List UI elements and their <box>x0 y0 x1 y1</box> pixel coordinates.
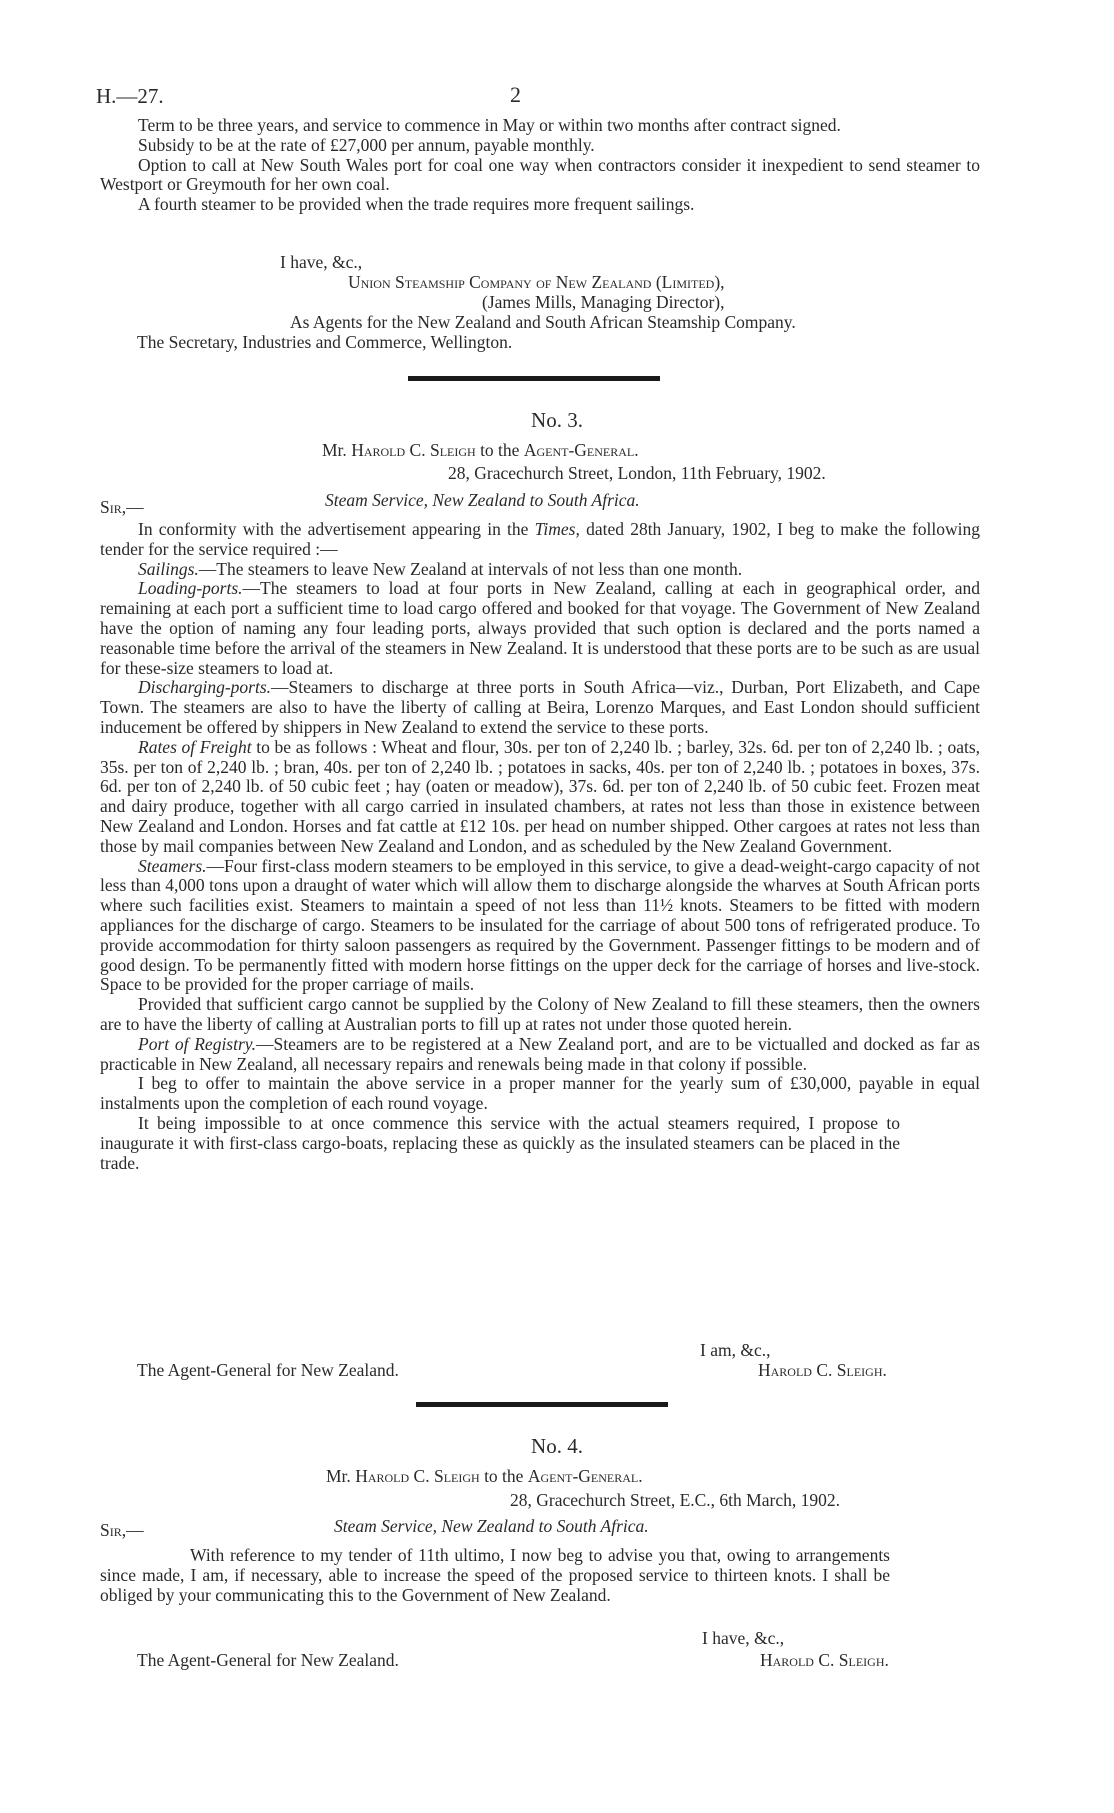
title-mr: Mr. <box>326 1466 351 1486</box>
signatory-person: (James Mills, Managing Director), <box>482 292 725 312</box>
signatory-company: Union Steamship Company of New Zealand (Limited), <box>348 272 725 292</box>
section-divider <box>408 376 660 381</box>
fourth-steamer-paragraph: A fourth steamer to be provided when the trade requires more frequent sailings. <box>138 194 695 215</box>
page-number: 2 <box>510 82 521 107</box>
addressee: The Agent-General for New Zealand. <box>137 1360 399 1380</box>
signature: Harold C. Sleigh. <box>758 1360 887 1380</box>
registry-paragraph: Port of Registry.—Steamers are to be registered at a New Zealand port, and are to be victualled and docked as far as practicable in New Zealand, all necessary repairs and renewals being made in that colony if possible. <box>100 1033 980 1074</box>
sender-address: 28, Gracechurch Street, E.C., 6th March, 1902. <box>510 1490 840 1510</box>
section-divider <box>416 1402 668 1407</box>
provided-paragraph: Provided that sufficient cargo cannot be supplied by the Colony of New Zealand to fill these steamers, then the owners are to have the liberty of calling at Australian ports to fill up at rates not under those quoted herein. <box>100 994 980 1034</box>
closing-phrase: I am, &c., <box>700 1340 771 1360</box>
steamers-paragraph: Steamers.—Four first-class modern steamers to be employed in this service, to give a dead-weight-cargo capacity of not less than 4,000 tons upon a draught of water which will allow them to discharge alongside the wharves at South African ports where such facilities exist. Steamers to maintain a speed of not less than 11½ knots. Steamers to be fitted with modern appliances for the discharge of cargo. Steamers to be insulated for the carriage of about 500 tons of refrigerated produce. To provide accommodation for thirty saloon passengers as required by the Government. Passenger fittings to be modern and of good design. To be permanently fitted with modern horse fittings on the upper deck for the carriage of horses and live-stock. Space to be provided for the proper carriage of mails. <box>100 855 980 995</box>
subsidy-paragraph: Subsidy to be at the rate of £27,000 per annum, payable monthly. <box>138 134 595 155</box>
letter-title <box>322 440 639 461</box>
intro-paragraph: In conformity with the advertisement appearing in the Times, dated 28th January, 1902, I beg to make the following tender for the service required :— <box>100 519 981 559</box>
closing-phrase: I have, &c., <box>280 252 363 272</box>
section-number: No. 3. <box>531 408 583 432</box>
addressee: The Secretary, Industries and Commerce, Wellington. <box>137 332 513 352</box>
signature: Harold C. Sleigh. <box>760 1650 889 1670</box>
addressee: The Agent-General for New Zealand. <box>137 1650 399 1670</box>
rates-paragraph: Rates of Freight to be as follows : Wheat and flour, 30s. per ton of 2,240 lb. ; barley, 32s. 6d. per ton of 2,240 lb. ; oats, 35s. per ton of 2,240 lb. ; bran, 40s. per ton of 2,240 lb. ; potatoes in sacks, 40s. per ton of 2,240 lb. ; potatoes in boxes, 37s. 6d. per ton of 2,240 lb. of 50 cubic feet ; hay (oaten or meadow), 37s. 6d. per ton of 2,240 lb. of 50 cubic feet. Frozen meat and dairy produce, together with all cargo carried in insulated chambers, at rates not less than those in existence between New Zealand and London. Horses and fat cattle at £12 10s. per head on number shipped. Other cargoes at rates not less than those by mail companies between New Zealand and London, and as scheduled by the New Zealand Government. <box>100 736 981 856</box>
sailings-paragraph: Sailings.—The steamers to leave New Zealand at intervals of not less than one month. <box>138 558 743 579</box>
offer-paragraph: I beg to offer to maintain the above service in a proper manner for the yearly sum of £30,000, payable in equal instalments upon the completion of each round voyage. <box>100 1073 980 1114</box>
title-to: to the <box>484 1466 524 1486</box>
title-to: to the <box>480 440 520 460</box>
closing-phrase: I have, &c., <box>702 1628 785 1648</box>
option-paragraph: Option to call at New South Wales port for coal one way when contractors consider it inexpedient to send steamer to Westport or Greymouth for her own coal. <box>100 154 980 195</box>
title-mr: Mr. <box>322 440 347 460</box>
title-sender: Harold C. Sleigh <box>351 440 476 460</box>
document-reference: H.—27. <box>96 84 164 108</box>
discharging-ports-paragraph: Discharging-ports.—Steamers to discharge at three ports in South Africa—viz., Durban, Port Elizabeth, and Cape Town. The steamers are also to have the liberty of calling at Beira, Lorenzo Marques, and East London should sufficient inducement be offered by shippers in New Zealand to extend the service to these ports. <box>100 677 980 737</box>
sender-address: 28, Gracechurch Street, London, 11th February, 1902. <box>448 463 826 483</box>
speed-increase-paragraph: With reference to my tender of 11th ultimo, I now beg to advise you that, owing to arrangements since made, I am, if necessary, able to increase the speed of the proposed service to thirteen knots. I shall be obliged by your communicating this to the Government of New Zealand. <box>100 1545 890 1605</box>
inaugurate-paragraph: It being impossible to at once commence this service with the actual steamers required, I propose to inaugurate it with first-class cargo-boats, replacing these as quickly as the insulated steamers can be placed in the trade. <box>100 1112 900 1173</box>
salutation: Sir,— <box>100 1520 144 1540</box>
loading-ports-paragraph: Loading-ports.—The steamers to load at four ports in New Zealand, calling at each in geographical order, and remaining at each port a sufficient time to load cargo offered and booked for that voyage. The Government of New Zealand have the option of naming any four leading ports, always provided that such option is declared and the ports named a reasonable time before the arrival of the steamers in New Zealand. It is understood that these ports are to be such as are usual for these-size steamers to load at. <box>100 578 980 678</box>
letter-subject: Steam Service, New Zealand to South Africa. <box>334 1516 649 1536</box>
section-number: No. 4. <box>531 1434 583 1458</box>
salutation: Sir,— <box>100 497 144 517</box>
title-recipient: Agent-General. <box>527 1466 643 1486</box>
signatory-capacity: As Agents for the New Zealand and South African Steamship Company. <box>290 312 796 332</box>
previous-letter-conclusion <box>100 116 980 215</box>
letter-body <box>100 520 980 1173</box>
letter-body <box>100 1546 986 1605</box>
title-sender: Harold C. Sleigh <box>355 1466 480 1486</box>
letter-title <box>326 1466 643 1487</box>
letter-subject: Steam Service, New Zealand to South Africa. <box>325 490 640 510</box>
title-recipient: Agent-General. <box>523 440 639 460</box>
term-paragraph: Term to be three years, and service to commence in May or within two months after contract signed. <box>138 115 841 135</box>
